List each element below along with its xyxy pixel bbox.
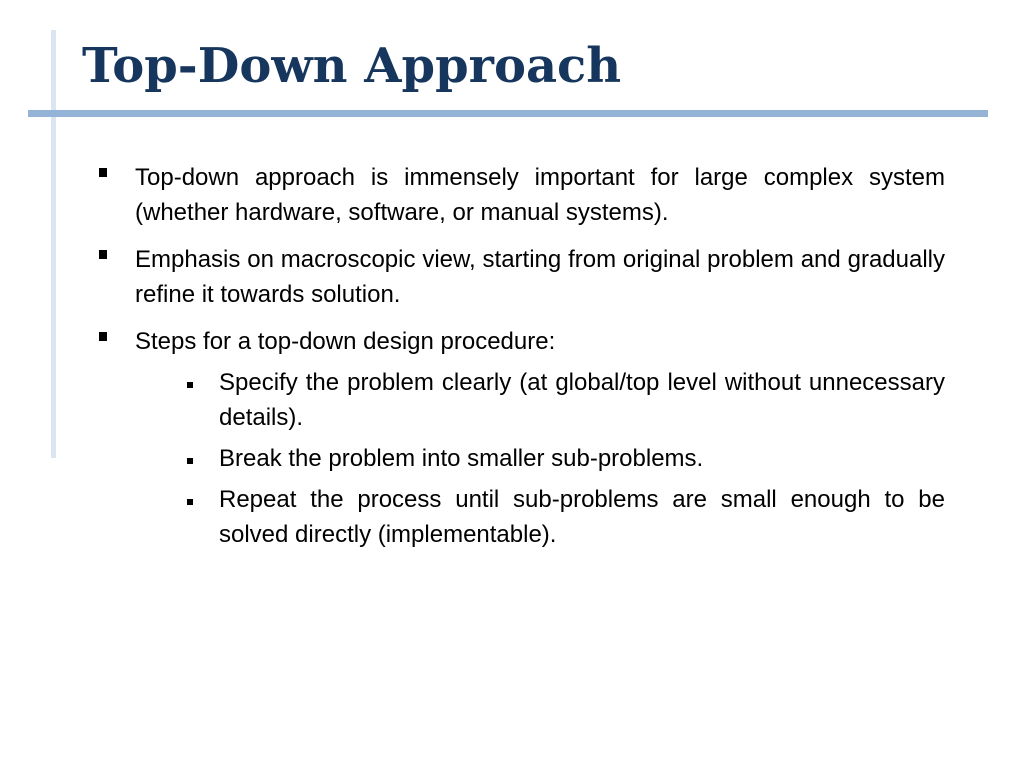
slide-title: Top-Down Approach [82, 38, 622, 94]
square-bullet-icon [99, 168, 107, 177]
bullet-list [95, 160, 945, 564]
sub-bullet-text: Specify the problem clearly (at global/top level without unnecessary details). [219, 369, 945, 431]
bullet-item-2 [95, 242, 945, 312]
sub-bullet-item-2 [180, 441, 945, 476]
sub-bullet-list [135, 365, 945, 552]
vertical-accent-bar [51, 30, 56, 458]
small-square-bullet-icon [187, 382, 193, 388]
sub-bullet-item-1 [180, 365, 945, 435]
sub-bullet-text: Break the problem into smaller sub-problems. [219, 445, 704, 472]
bullet-item-3 [95, 324, 945, 552]
square-bullet-icon [99, 250, 107, 259]
sub-bullet-text: Repeat the process until sub-problems are small enough to be solved directly (implementable). [219, 486, 945, 548]
bullet-text: Emphasis on macroscopic view, starting from original problem and gradually refine it towards solution. [135, 246, 945, 308]
bullet-item-1 [95, 160, 945, 230]
sub-bullet-item-3 [180, 482, 945, 552]
title-underline-rule [28, 110, 988, 117]
bullet-text: Steps for a top-down design procedure: [135, 328, 556, 355]
square-bullet-icon [99, 332, 107, 341]
small-square-bullet-icon [187, 458, 193, 464]
bullet-text: Top-down approach is immensely important for large complex system (whether hardware, software, or manual systems). [135, 164, 945, 226]
small-square-bullet-icon [187, 499, 193, 505]
